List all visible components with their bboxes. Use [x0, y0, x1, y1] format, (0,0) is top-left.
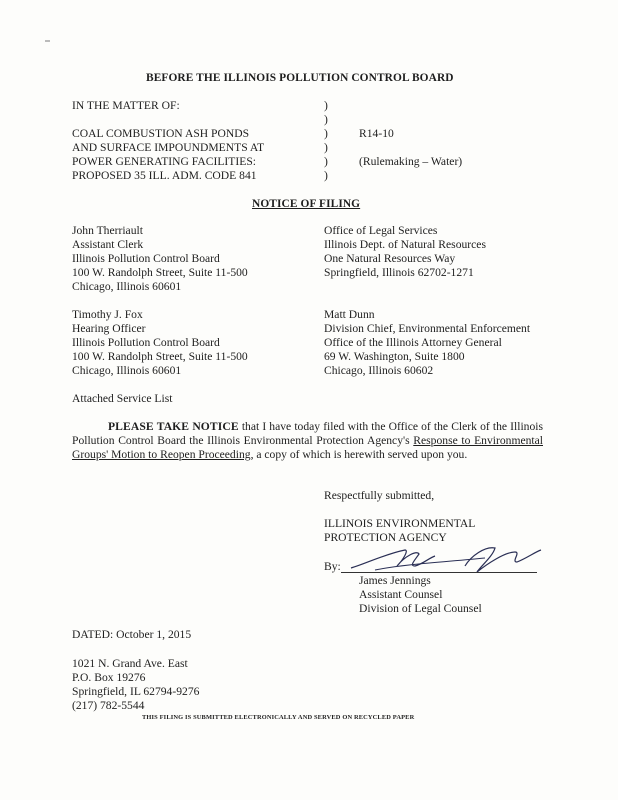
- docket-number: R14-10: [359, 127, 394, 140]
- recipient-line: Office of Legal Services: [324, 224, 438, 237]
- recipient-line: Chicago, Illinois 60601: [72, 364, 182, 377]
- scan-speck: [45, 40, 50, 42]
- attached-service-list: Attached Service List: [72, 392, 173, 405]
- caption-line: AND SURFACE IMPOUNDMENTS AT: [72, 141, 265, 154]
- caption-line: PROPOSED 35 ILL. ADM. CODE 841: [72, 169, 257, 182]
- recycled-paper-footer: THIS FILING IS SUBMITTED ELECTRONICALLY AND SERVED ON RECYCLED PAPER: [142, 714, 415, 721]
- agency-name: ILLINOIS ENVIRONMENTAL: [324, 517, 476, 530]
- notice-heading: NOTICE OF FILING: [252, 198, 361, 210]
- notice-body-text-end: , a copy of which is herewith served upon you.: [250, 448, 468, 461]
- recipient-line: Division Chief, Environmental Enforcement: [324, 322, 531, 335]
- recipient-line: Matt Dunn: [324, 308, 375, 321]
- recipient-line: 100 W. Randolph Street, Suite 11-500: [72, 350, 248, 363]
- recipient-line: 100 W. Randolph Street, Suite 11-500: [72, 266, 248, 279]
- address-line: P.O. Box 19276: [72, 671, 146, 684]
- agency-name: PROTECTION AGENCY: [324, 531, 447, 544]
- signature-line: [341, 572, 537, 573]
- caption-bracket: ): [324, 113, 328, 126]
- filed-document-title: Response to Environmental Groups' Motion to Reopen Proceeding: [72, 434, 543, 461]
- recipient-line: Assistant Clerk: [72, 238, 144, 251]
- recipient-line: Illinois Pollution Control Board: [72, 252, 220, 265]
- closing: Respectfully submitted,: [324, 489, 435, 502]
- recipient-line: Office of the Illinois Attorney General: [324, 336, 502, 349]
- caption-bracket: ): [324, 155, 328, 168]
- caption-line: COAL COMBUSTION ASH PONDS: [72, 127, 250, 140]
- caption-bracket: ): [324, 169, 328, 182]
- phone-line: (217) 782-5544: [72, 699, 145, 712]
- recipient-line: Timothy J. Fox: [72, 308, 143, 321]
- caption-bracket: ): [324, 99, 328, 112]
- caption-line: POWER GENERATING FACILITIES:: [72, 155, 256, 168]
- notice-body: [72, 420, 543, 462]
- recipient-line: One Natural Resources Way: [324, 252, 456, 265]
- address-line: Springfield, IL 62794-9276: [72, 685, 200, 698]
- notice-lead: PLEASE TAKE NOTICE: [108, 420, 239, 433]
- recipient-line: Springfield, Illinois 62702-1271: [324, 266, 474, 279]
- dated-line: DATED: October 1, 2015: [72, 628, 192, 641]
- signer-name: James Jennings: [359, 574, 431, 587]
- recipient-line: Chicago, Illinois 60601: [72, 280, 182, 293]
- recipient-line: Chicago, Illinois 60602: [324, 364, 434, 377]
- docket-type: (Rulemaking – Water): [359, 155, 463, 168]
- caption-bracket: ): [324, 127, 328, 140]
- signer-division: Division of Legal Counsel: [359, 602, 482, 615]
- document-title: BEFORE THE ILLINOIS POLLUTION CONTROL BOARD: [146, 72, 454, 84]
- recipient-line: 69 W. Washington, Suite 1800: [324, 350, 465, 363]
- signature-by-label: By:: [324, 560, 341, 573]
- recipient-line: Illinois Pollution Control Board: [72, 336, 220, 349]
- caption-bracket: ): [324, 141, 328, 154]
- address-line: 1021 N. Grand Ave. East: [72, 657, 188, 670]
- recipient-line: Illinois Dept. of Natural Resources: [324, 238, 486, 251]
- notice-body-text: that I have today filed with the Office of the Clerk of the Illinois Pollution Control Board the Illinois Environmental Protection Agency's: [72, 420, 543, 447]
- recipient-line: Hearing Officer: [72, 322, 146, 335]
- caption-line: IN THE MATTER OF:: [72, 99, 180, 112]
- signer-title: Assistant Counsel: [359, 588, 443, 601]
- recipient-line: John Therriault: [72, 224, 143, 237]
